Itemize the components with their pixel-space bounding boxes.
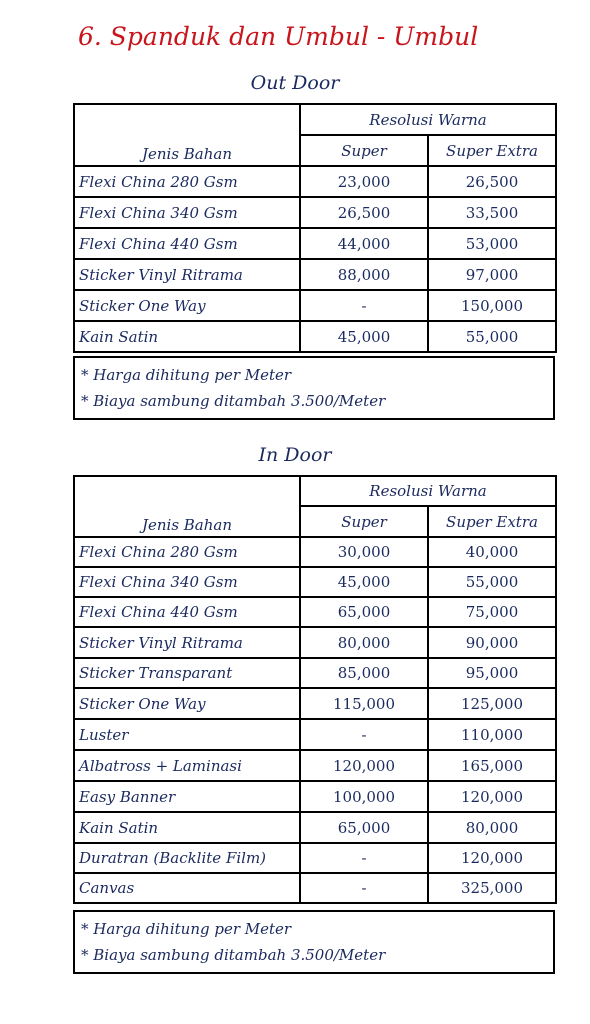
header-jenis-bahan: Jenis Bahan: [74, 476, 300, 537]
price-super-extra: 80,000: [428, 812, 556, 843]
material-name: Sticker Vinyl Ritrama: [74, 259, 300, 290]
price-super-extra: 75,000: [428, 597, 556, 627]
table-row: [74, 166, 556, 197]
note-price-per-meter: * Harga dihitung per Meter: [81, 920, 292, 938]
indoor-notes: [73, 910, 555, 974]
header-super: Super: [300, 135, 428, 166]
price-super-extra: 120,000: [428, 781, 556, 812]
table-row: [74, 197, 556, 228]
table-row: [74, 750, 556, 781]
material-name: Kain Satin: [74, 812, 300, 843]
material-name: Flexi China 280 Gsm: [74, 537, 300, 567]
price-super-extra: 55,000: [428, 321, 556, 352]
price-super-extra: 97,000: [428, 259, 556, 290]
price-super-extra: 110,000: [428, 719, 556, 750]
price-super-extra: 165,000: [428, 750, 556, 781]
price-super: 115,000: [300, 688, 428, 719]
price-super: -: [300, 843, 428, 873]
header-super: Super: [300, 506, 428, 537]
header-resolusi-warna: Resolusi Warna: [300, 476, 556, 506]
indoor-price-table: [73, 475, 557, 904]
price-super-extra: 150,000: [428, 290, 556, 321]
indoor-section-title: In Door: [258, 444, 332, 466]
table-row: [74, 228, 556, 259]
price-super: 45,000: [300, 567, 428, 597]
note-join-cost: * Biaya sambung ditambah 3.500/Meter: [81, 392, 386, 410]
price-super: 65,000: [300, 597, 428, 627]
table-row: [74, 812, 556, 843]
header-super-extra: Super Extra: [428, 135, 556, 166]
table-row: [74, 873, 556, 903]
material-name: Flexi China 440 Gsm: [74, 228, 300, 259]
material-name: Kain Satin: [74, 321, 300, 352]
table-row: [74, 843, 556, 873]
material-name: Luster: [74, 719, 300, 750]
material-name: Sticker One Way: [74, 290, 300, 321]
note-price-per-meter: * Harga dihitung per Meter: [81, 366, 292, 384]
price-super-extra: 26,500: [428, 166, 556, 197]
header-super-extra: Super Extra: [428, 506, 556, 537]
table-row: [74, 537, 556, 567]
price-super: 88,000: [300, 259, 428, 290]
price-super: 44,000: [300, 228, 428, 259]
price-super: 80,000: [300, 627, 428, 658]
material-name: Flexi China 440 Gsm: [74, 597, 300, 627]
price-super-extra: 40,000: [428, 537, 556, 567]
note-join-cost: * Biaya sambung ditambah 3.500/Meter: [81, 946, 386, 964]
outdoor-price-table: [73, 103, 557, 353]
price-super-extra: 120,000: [428, 843, 556, 873]
table-row: [74, 688, 556, 719]
price-super: -: [300, 719, 428, 750]
material-name: Flexi China 280 Gsm: [74, 166, 300, 197]
outdoor-section-title: Out Door: [250, 72, 340, 94]
material-name: Sticker One Way: [74, 688, 300, 719]
page-title: 6. Spanduk dan Umbul - Umbul: [78, 22, 479, 51]
table-row: [74, 259, 556, 290]
price-super: 85,000: [300, 658, 428, 688]
price-super: 45,000: [300, 321, 428, 352]
outdoor-notes: [73, 356, 555, 420]
price-super-extra: 53,000: [428, 228, 556, 259]
material-name: Duratran (Backlite Film): [74, 843, 300, 873]
price-super-extra: 55,000: [428, 567, 556, 597]
table-row: [74, 321, 556, 352]
price-super: 120,000: [300, 750, 428, 781]
material-name: Sticker Transparant: [74, 658, 300, 688]
price-super: 30,000: [300, 537, 428, 567]
table-row: [74, 781, 556, 812]
price-super-extra: 90,000: [428, 627, 556, 658]
price-super: -: [300, 873, 428, 903]
price-super-extra: 125,000: [428, 688, 556, 719]
material-name: Easy Banner: [74, 781, 300, 812]
table-row: [74, 627, 556, 658]
price-super-extra: 95,000: [428, 658, 556, 688]
material-name: Sticker Vinyl Ritrama: [74, 627, 300, 658]
price-super: 23,000: [300, 166, 428, 197]
material-name: Flexi China 340 Gsm: [74, 197, 300, 228]
table-row: [74, 567, 556, 597]
header-jenis-bahan: Jenis Bahan: [74, 104, 300, 166]
material-name: Canvas: [74, 873, 300, 903]
table-row: [74, 719, 556, 750]
table-row: [74, 597, 556, 627]
price-super: 26,500: [300, 197, 428, 228]
header-resolusi-warna: Resolusi Warna: [300, 104, 556, 135]
material-name: Flexi China 340 Gsm: [74, 567, 300, 597]
table-row: [74, 658, 556, 688]
price-super-extra: 33,500: [428, 197, 556, 228]
price-super: 65,000: [300, 812, 428, 843]
table-row: [74, 290, 556, 321]
material-name: Albatross + Laminasi: [74, 750, 300, 781]
price-super: 100,000: [300, 781, 428, 812]
price-super-extra: 325,000: [428, 873, 556, 903]
price-super: -: [300, 290, 428, 321]
